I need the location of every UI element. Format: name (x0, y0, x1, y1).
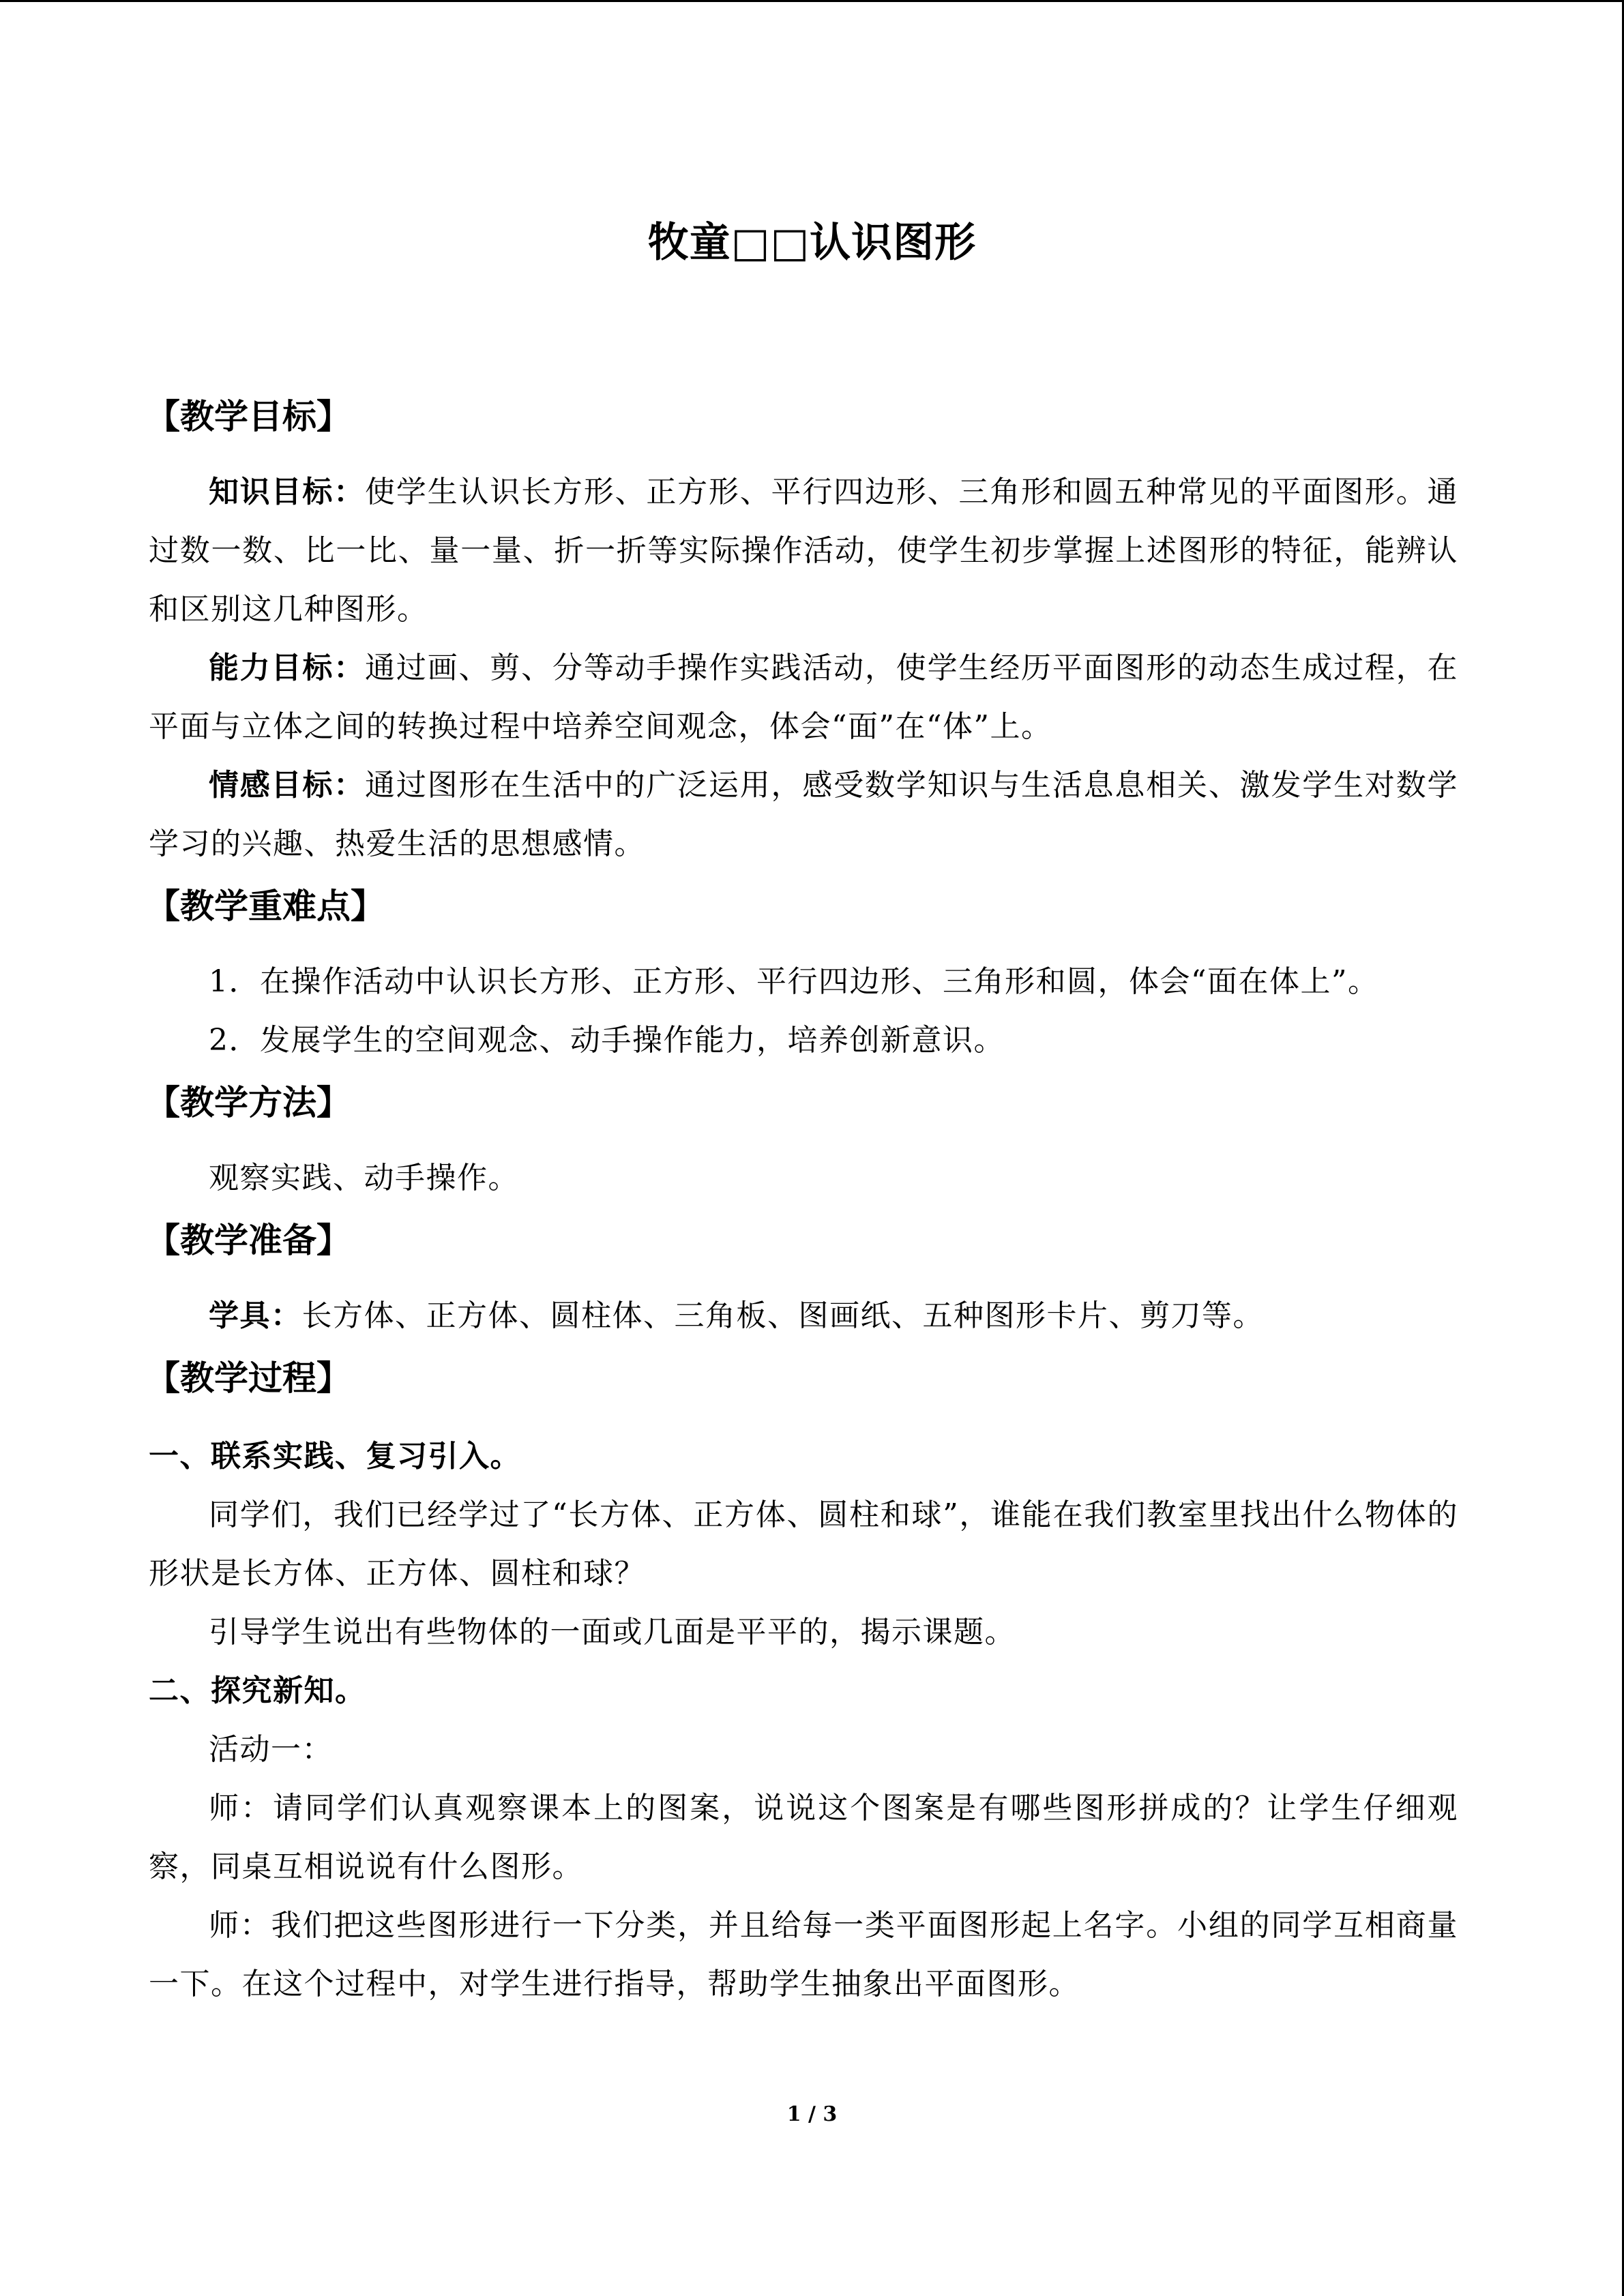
process-part1-paragraph-1: 同学们，我们已经学过了“长方体、正方体、圆柱和球”，谁能在我们教室里找出什么物体的形状是长方体、正方体、圆柱和球？ (149, 1497, 1458, 1591)
emotion-objective (149, 756, 1458, 874)
heading-key-points: 【教学重难点】 (146, 886, 385, 926)
process-part1-heading: 一、联系实践、复习引入。 (149, 1439, 521, 1474)
page-title: 牧童□□认识图形 (647, 219, 977, 267)
document-body (146, 384, 1459, 2014)
emotion-objective-label: 情感目标： (209, 768, 366, 803)
knowledge-objective-text: 使学生认识长方形、正方形、平行四边形、三角形和圆五种常见的平面图形。通过数一数、比一比、量一量、折一折等实际操作活动，使学生初步掌握上述图形的特征，能辨认和区别这几种图形。 (149, 475, 1459, 627)
emotion-objective-text: 通过图形在生活中的广泛运用，感受数学知识与生活息息相关、激发学生对数学学习的兴趣、热爱生活的思想感情。 (149, 768, 1459, 861)
page-number: 1 / 3 (786, 2102, 838, 2126)
preparation-items: 长方体、正方体、圆柱体、三角板、图画纸、五种图形卡片、剪刀等。 (301, 1298, 1264, 1333)
ability-objective-text: 通过画、剪、分等动手操作实践活动，使学生经历平面图形的动态生成过程，在平面与立体之间的转换过程中培养空间观念，体会“面”在“体”上。 (149, 651, 1459, 744)
preparation-text (149, 1287, 1458, 1345)
preparation-label: 学具： (209, 1298, 302, 1333)
heading-methods: 【教学方法】 (146, 1083, 351, 1122)
ability-objective-label: 能力目标： (209, 651, 366, 685)
methods-text: 观察实践、动手操作。 (209, 1161, 519, 1195)
heading-objectives: 【教学目标】 (146, 397, 351, 436)
process-part1-paragraph-2: 引导学生说出有些物体的一面或几面是平平的，揭示课题。 (209, 1615, 1016, 1650)
heading-process: 【教学过程】 (146, 1358, 351, 1398)
process-part2-paragraph-1: 师：请同学们认真观察课本上的图案，说说这个图案是有哪些图形拼成的？让学生仔细观察，同桌互相说说有什么图形。 (149, 1791, 1458, 1884)
ability-objective (149, 639, 1458, 756)
process-part2-paragraph-2: 师：我们把这些图形进行一下分类，并且给每一类平面图形起上名字。小组的同学互相商量一下。在这个过程中，对学生进行指导，帮助学生抽象出平面图形。 (149, 1908, 1458, 2001)
process-part2-activity-label: 活动一： (209, 1732, 333, 1767)
knowledge-objective-label: 知识目标： (209, 475, 366, 509)
key-point-1: 1．在操作活动中认识长方形、正方形、平行四边形、三角形和圆，体会“面在体上”。 (209, 964, 1379, 999)
key-point-2: 2．发展学生的空间观念、动手操作能力，培养创新意识。 (209, 1023, 1005, 1058)
knowledge-objective (149, 463, 1458, 639)
heading-preparation: 【教学准备】 (146, 1221, 351, 1260)
process-part2-heading: 二、探究新知。 (149, 1673, 366, 1708)
